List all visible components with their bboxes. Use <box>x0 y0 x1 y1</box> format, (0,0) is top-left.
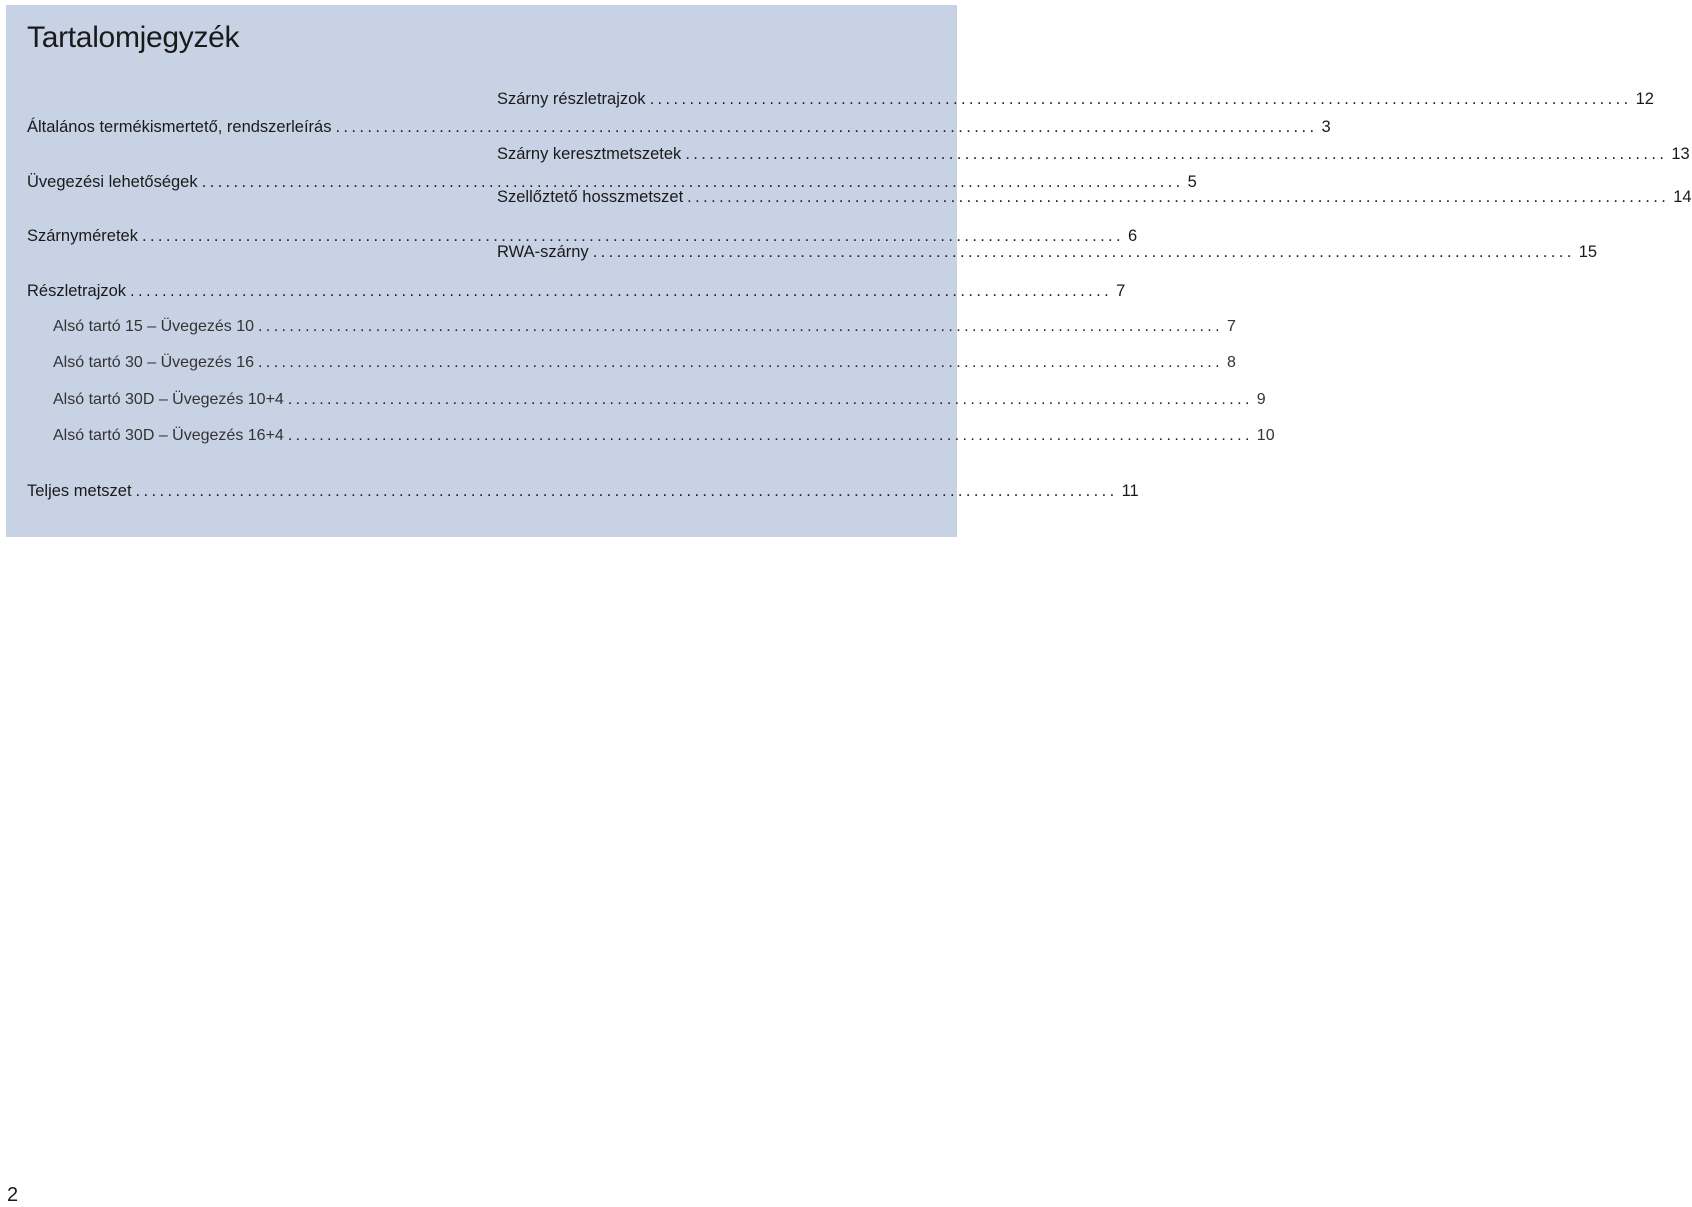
toc-entry-label: Teljes metszet <box>27 482 132 500</box>
dot-leader: ........................................................................................................................... <box>258 318 1223 335</box>
toc-entry-label: Alsó tartó 30D – Üvegezés 10+4 <box>53 391 284 408</box>
toc-entry-page: 3 <box>1321 118 1331 136</box>
toc-entry-page: 15 <box>1578 243 1598 261</box>
dot-leader: ........................................................................................................................... <box>592 243 1575 261</box>
table-of-contents-panel <box>6 5 1692 537</box>
toc-entry-label: Alsó tartó 15 – Üvegezés 10 <box>53 318 255 335</box>
toc-subentry[interactable] <box>53 316 1236 338</box>
page-number: 2 <box>7 1184 19 1206</box>
toc-entry-page: 10 <box>1256 427 1275 444</box>
toc-entry-label: RWA-szárny <box>497 243 589 261</box>
toc-subentry[interactable] <box>53 389 1266 411</box>
toc-entry-page: 14 <box>1673 188 1692 206</box>
toc-subentry[interactable] <box>53 425 1275 447</box>
dot-leader: ........................................................................................................................... <box>687 188 1670 206</box>
dot-leader: ........................................................................................................................... <box>258 354 1223 371</box>
toc-entry-label: Üvegezési lehetőségek <box>27 173 198 191</box>
toc-entry-page: 11 <box>1121 482 1139 500</box>
toc-entry-label: Szárnyméretek <box>27 227 138 245</box>
toc-entry-general-description[interactable] <box>27 116 1331 138</box>
dot-leader: ........................................................................................................................... <box>649 90 1632 108</box>
dot-leader: ........................................................................................................................... <box>287 427 1253 444</box>
toc-entry-label: Szárny keresztmetszetek <box>497 145 682 163</box>
toc-entry-label: Általános termékismertető, rendszerleírás <box>27 118 332 136</box>
toc-entry-page: 12 <box>1635 90 1654 108</box>
toc-entry-glazing-options[interactable] <box>27 171 1197 193</box>
dot-leader: ........................................................................................................................... <box>201 173 1184 191</box>
toc-entry-page: 7 <box>1116 282 1126 300</box>
toc-entry-sash-details[interactable] <box>497 88 1654 110</box>
toc-entry-page: 7 <box>1227 318 1236 335</box>
toc-entry-page: 6 <box>1128 227 1138 245</box>
toc-entry-label: Szellőztető hosszmetszet <box>497 188 684 206</box>
toc-entry-label: Alsó tartó 30D – Üvegezés 16+4 <box>53 427 284 444</box>
toc-entry-vent-longitudinal-section[interactable] <box>497 186 1692 208</box>
toc-entry-page: 13 <box>1671 145 1690 163</box>
dot-leader: ........................................................................................................................... <box>685 145 1668 163</box>
toc-subentry[interactable] <box>53 352 1236 374</box>
toc-entry-sash-cross-sections[interactable] <box>497 143 1690 165</box>
dot-leader: ........................................................................................................................... <box>141 227 1125 245</box>
toc-entry-detail-drawings[interactable] <box>27 280 1126 302</box>
page-title: Tartalomjegyzék <box>27 21 240 54</box>
dot-leader: ........................................................................................................................... <box>130 282 1113 300</box>
toc-entry-rwa-sash[interactable] <box>497 241 1598 263</box>
toc-entry-label: Alsó tartó 30 – Üvegezés 16 <box>53 354 255 371</box>
toc-entry-page: 9 <box>1256 391 1266 408</box>
toc-entry-label: Részletrajzok <box>27 282 127 300</box>
toc-entry-page: 5 <box>1187 173 1197 191</box>
dot-leader: ........................................................................................................................... <box>287 391 1253 408</box>
toc-entry-sash-dimensions[interactable] <box>27 225 1138 247</box>
toc-entry-label: Szárny részletrajzok <box>497 90 646 108</box>
dot-leader: ........................................................................................................................... <box>135 482 1118 500</box>
toc-entry-full-section[interactable] <box>27 480 1139 502</box>
dot-leader: ........................................................................................................................... <box>335 118 1318 136</box>
toc-entry-page: 8 <box>1227 354 1236 371</box>
